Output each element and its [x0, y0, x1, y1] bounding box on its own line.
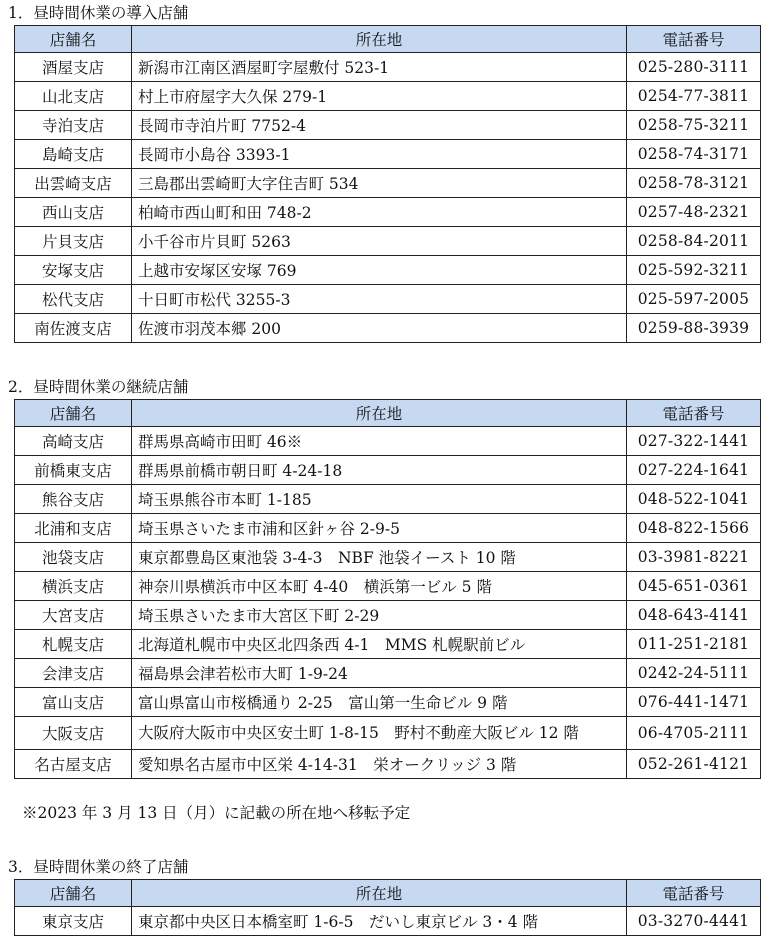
store-address: 東京都豊島区東池袋 3-4-3 NBF 池袋イースト 10 階	[132, 543, 627, 572]
table-row	[15, 169, 761, 198]
store-tel: 0258-84-2011	[627, 227, 761, 256]
table-row	[15, 750, 761, 779]
table-row	[15, 111, 761, 140]
table-header-row	[15, 26, 761, 53]
store-tel: 045-651-0361	[627, 572, 761, 601]
store-tel: 027-322-1441	[627, 427, 761, 456]
store-table	[14, 25, 761, 343]
column-header-tel: 電話番号	[627, 880, 761, 907]
store-tel: 0257-48-2321	[627, 198, 761, 227]
store-tel: 048-643-4141	[627, 601, 761, 630]
table-row	[15, 227, 761, 256]
store-tel: 048-822-1566	[627, 514, 761, 543]
store-name: 会津支店	[15, 659, 132, 688]
store-name: 札幌支店	[15, 630, 132, 659]
table-row	[15, 688, 761, 717]
table-header-row	[15, 400, 761, 427]
column-header-name: 店舗名	[15, 400, 132, 427]
store-address: 埼玉県さいたま市大宮区下町 2-29	[132, 601, 627, 630]
store-address: 群馬県高崎市田町 46※	[132, 427, 627, 456]
table-row	[15, 427, 761, 456]
section-title: 1．昼時間休業の導入店舗	[8, 4, 189, 22]
table-row	[15, 53, 761, 82]
store-name: 片貝支店	[15, 227, 132, 256]
store-name: 安塚支店	[15, 256, 132, 285]
table-row	[15, 314, 761, 343]
store-name: 熊谷支店	[15, 485, 132, 514]
table-row	[15, 659, 761, 688]
store-name: 高崎支店	[15, 427, 132, 456]
store-address: 北海道札幌市中央区北四条西 4-1 MMS 札幌駅前ビル	[132, 630, 627, 659]
store-address: 大阪府大阪市中央区安土町 1-8-15 野村不動産大阪ビル 12 階	[132, 717, 627, 750]
store-tel: 052-261-4121	[627, 750, 761, 779]
store-name: 池袋支店	[15, 543, 132, 572]
store-name: 大宮支店	[15, 601, 132, 630]
column-header-address: 所在地	[132, 400, 627, 427]
store-tel: 076-441-1471	[627, 688, 761, 717]
store-address: 愛知県名古屋市中区栄 4-14-31 栄オークリッジ 3 階	[132, 750, 627, 779]
relocation-note: ※2023 年 3 月 13 日（月）に記載の所在地へ移転予定	[22, 804, 411, 822]
section-title: 3．昼時間休業の終了店舗	[8, 858, 189, 876]
store-tel: 027-224-1641	[627, 456, 761, 485]
store-name: 寺泊支店	[15, 111, 132, 140]
store-name: 富山支店	[15, 688, 132, 717]
store-tel: 025-592-3211	[627, 256, 761, 285]
store-tel: 03-3270-4441	[627, 907, 761, 936]
store-tel: 03-3981-8221	[627, 543, 761, 572]
table-header-row	[15, 880, 761, 907]
table-row	[15, 140, 761, 169]
column-header-tel: 電話番号	[627, 26, 761, 53]
column-header-address: 所在地	[132, 26, 627, 53]
store-tel: 0259-88-3939	[627, 314, 761, 343]
store-address: 柏崎市西山町和田 748-2	[132, 198, 627, 227]
store-table	[14, 879, 761, 936]
table-row	[15, 514, 761, 543]
store-address: 三島郡出雲崎町大字住吉町 534	[132, 169, 627, 198]
store-tel: 0258-74-3171	[627, 140, 761, 169]
store-address: 小千谷市片貝町 5263	[132, 227, 627, 256]
table-row	[15, 630, 761, 659]
store-address: 群馬県前橋市朝日町 4-24-18	[132, 456, 627, 485]
store-address: 埼玉県さいたま市浦和区針ヶ谷 2-9-5	[132, 514, 627, 543]
store-name: 前橋東支店	[15, 456, 132, 485]
store-tel: 048-522-1041	[627, 485, 761, 514]
store-address: 神奈川県横浜市中区本町 4-40 横浜第一ビル 5 階	[132, 572, 627, 601]
store-tel: 011-251-2181	[627, 630, 761, 659]
store-address: 上越市安塚区安塚 769	[132, 256, 627, 285]
store-address: 東京都中央区日本橋室町 1-6-5 だいし東京ビル 3・4 階	[132, 907, 627, 936]
table-row	[15, 717, 761, 750]
store-tel: 0254-77-3811	[627, 82, 761, 111]
table-row	[15, 285, 761, 314]
store-tel: 06-4705-2111	[627, 717, 761, 750]
store-table	[14, 399, 761, 779]
store-name: 南佐渡支店	[15, 314, 132, 343]
store-name: 横浜支店	[15, 572, 132, 601]
store-name: 山北支店	[15, 82, 132, 111]
store-address: 村上市府屋字大久保 279-1	[132, 82, 627, 111]
table-row	[15, 456, 761, 485]
store-tel: 0258-78-3121	[627, 169, 761, 198]
store-tel: 0258-75-3211	[627, 111, 761, 140]
store-address: 十日町市松代 3255-3	[132, 285, 627, 314]
table-row	[15, 907, 761, 936]
store-address: 長岡市寺泊片町 7752-4	[132, 111, 627, 140]
store-name: 西山支店	[15, 198, 132, 227]
table-row	[15, 82, 761, 111]
store-tel: 025-597-2005	[627, 285, 761, 314]
store-name: 酒屋支店	[15, 53, 132, 82]
column-header-name: 店舗名	[15, 26, 132, 53]
table-row	[15, 198, 761, 227]
column-header-name: 店舗名	[15, 880, 132, 907]
column-header-tel: 電話番号	[627, 400, 761, 427]
store-tel: 025-280-3111	[627, 53, 761, 82]
store-name: 出雲崎支店	[15, 169, 132, 198]
table-row	[15, 601, 761, 630]
store-name: 松代支店	[15, 285, 132, 314]
table-row	[15, 256, 761, 285]
store-address: 佐渡市羽茂本郷 200	[132, 314, 627, 343]
store-name: 名古屋支店	[15, 750, 132, 779]
section-title: 2．昼時間休業の継続店舗	[8, 378, 189, 396]
store-address: 埼玉県熊谷市本町 1-185	[132, 485, 627, 514]
column-header-address: 所在地	[132, 880, 627, 907]
store-address: 新潟市江南区酒屋町字屋敷付 523-1	[132, 53, 627, 82]
store-address: 長岡市小島谷 3393-1	[132, 140, 627, 169]
store-name: 東京支店	[15, 907, 132, 936]
store-address: 富山県富山市桜橋通り 2-25 富山第一生命ビル 9 階	[132, 688, 627, 717]
table-row	[15, 543, 761, 572]
store-tel: 0242-24-5111	[627, 659, 761, 688]
store-address: 福島県会津若松市大町 1-9-24	[132, 659, 627, 688]
store-name: 北浦和支店	[15, 514, 132, 543]
table-row	[15, 485, 761, 514]
store-name: 大阪支店	[15, 717, 132, 750]
table-row	[15, 572, 761, 601]
store-name: 島崎支店	[15, 140, 132, 169]
